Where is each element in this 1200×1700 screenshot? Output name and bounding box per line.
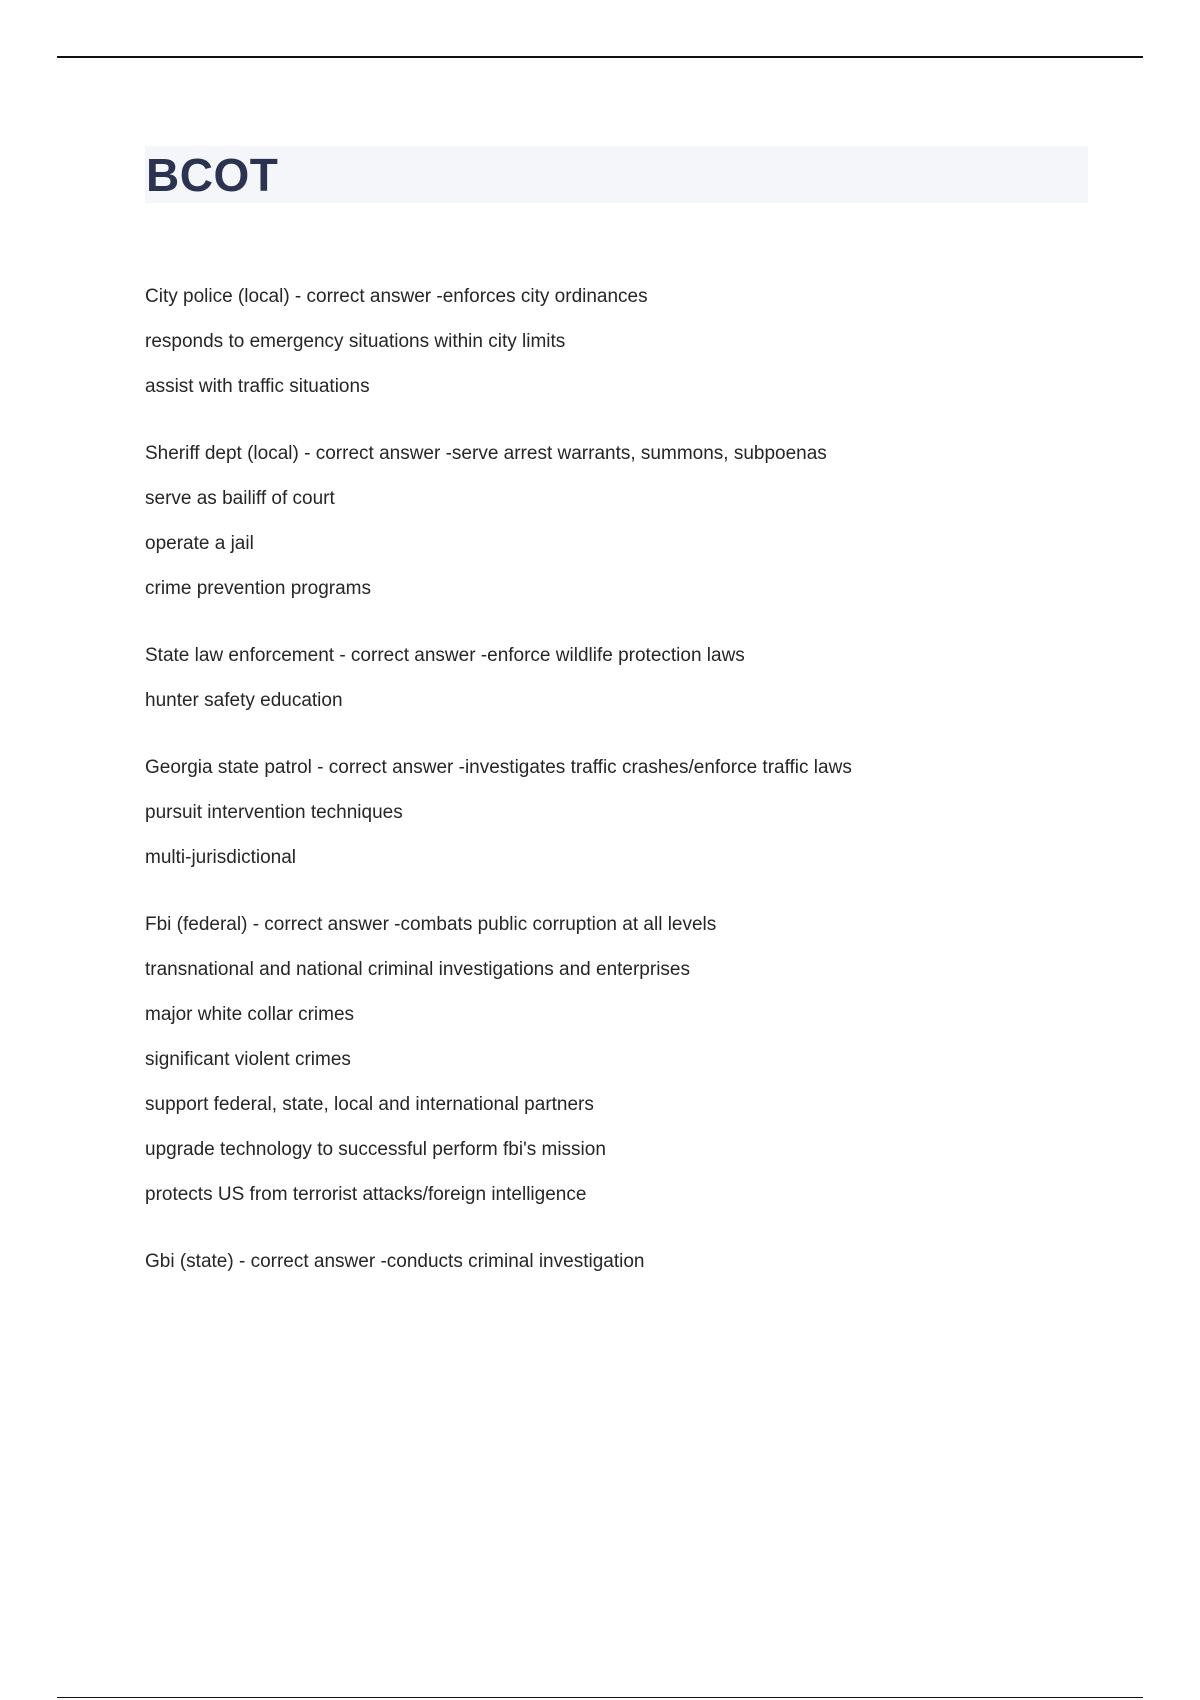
entry-line: protects US from terrorist attacks/foreign intelligence bbox=[145, 1184, 587, 1205]
entry-line: crime prevention programs bbox=[145, 578, 371, 599]
entry-line: upgrade technology to successful perform fbi's mission bbox=[145, 1139, 606, 1160]
bottom-rule bbox=[57, 1697, 1143, 1698]
entry-line: major white collar crimes bbox=[145, 1004, 355, 1025]
entry-line: pursuit intervention techniques bbox=[145, 802, 403, 823]
entry-line: Georgia state patrol - correct answer -investigates traffic crashes/enforce traffic laws bbox=[145, 757, 852, 778]
entry-city-police bbox=[145, 286, 1105, 398]
entry-line: transnational and national criminal investigations and enterprises bbox=[145, 959, 690, 980]
document-body bbox=[145, 286, 1105, 1318]
entry-state-law-enforcement bbox=[145, 645, 1105, 712]
entry-line: responds to emergency situations within city limits bbox=[145, 331, 566, 352]
entry-line: operate a jail bbox=[145, 533, 254, 554]
entry-line: assist with traffic situations bbox=[145, 376, 370, 397]
entry-gbi bbox=[145, 1251, 1105, 1273]
entry-line: Sheriff dept (local) - correct answer -serve arrest warrants, summons, subpoenas bbox=[145, 443, 827, 464]
entry-line: hunter safety education bbox=[145, 690, 343, 711]
entry-line: Fbi (federal) - correct answer -combats public corruption at all levels bbox=[145, 914, 717, 935]
entry-line: multi-jurisdictional bbox=[145, 847, 296, 868]
document-title: BCOT bbox=[146, 148, 279, 201]
entry-fbi bbox=[145, 914, 1105, 1206]
entry-line: serve as bailiff of court bbox=[145, 488, 335, 509]
entry-line: support federal, state, local and international partners bbox=[145, 1094, 594, 1115]
entry-sheriff-dept bbox=[145, 443, 1105, 600]
entry-line: Gbi (state) - correct answer -conducts criminal investigation bbox=[145, 1251, 645, 1272]
entry-line: significant violent crimes bbox=[145, 1049, 351, 1070]
entry-line: State law enforcement - correct answer -enforce wildlife protection laws bbox=[145, 645, 745, 666]
title-band bbox=[145, 146, 1088, 203]
entry-line: City police (local) - correct answer -enforces city ordinances bbox=[145, 286, 648, 307]
entry-georgia-state-patrol bbox=[145, 757, 1105, 869]
top-rule bbox=[57, 56, 1143, 58]
